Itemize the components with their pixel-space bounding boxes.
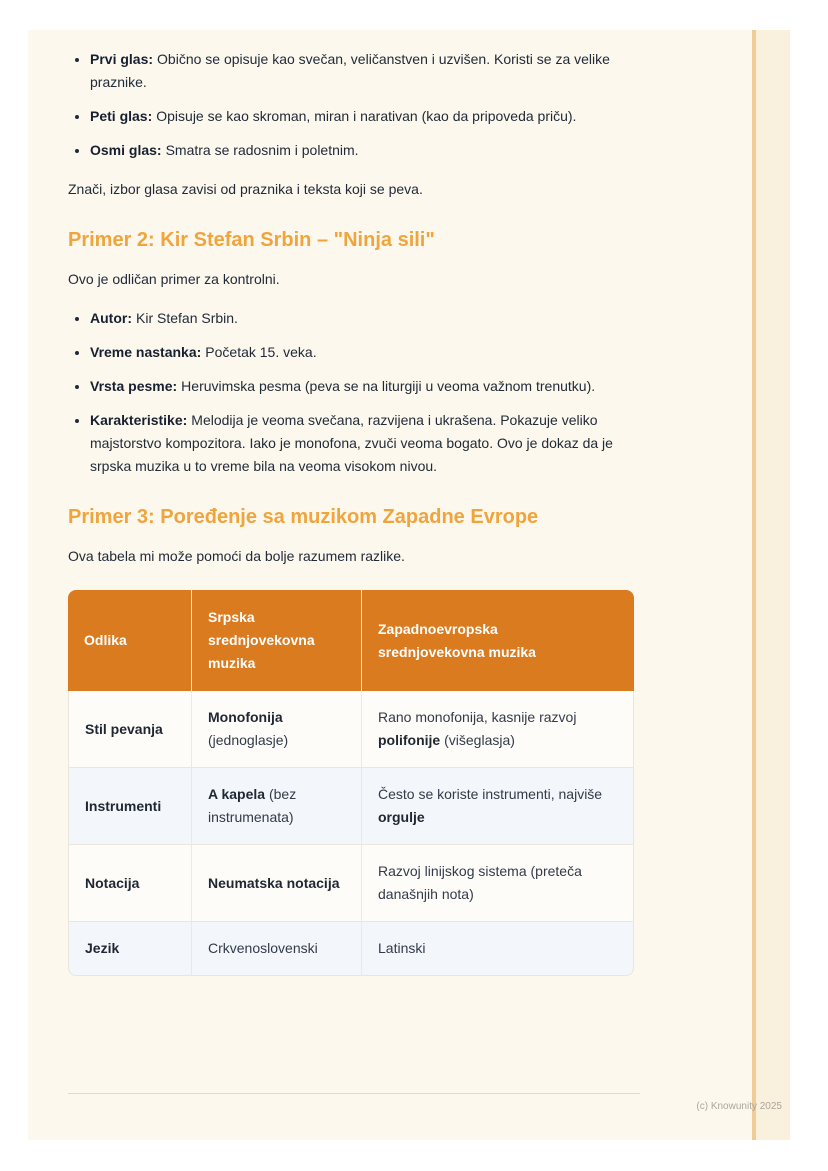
table-row <box>68 845 634 922</box>
cell-text-bold: orgulje <box>378 809 425 825</box>
bullet-label: Prvi glas: <box>90 51 154 67</box>
voice-description-list <box>68 48 628 162</box>
table-row <box>68 691 634 768</box>
comparison-table-body <box>68 691 634 976</box>
bullet-text: Smatra se radosnim i poletnim. <box>165 142 359 158</box>
header-cell-western: Zapadnoevropska srednjovekovna muzika <box>362 590 634 691</box>
bullet-text: Heruvimska pesma (peva se na liturgiji u veoma važnom trenutku). <box>181 378 596 394</box>
bullet-label: Autor: <box>90 310 132 326</box>
bullet-text: Kir Stefan Srbin. <box>136 310 238 326</box>
cell-text-bold: polifonije <box>378 732 441 748</box>
list-item <box>90 375 628 398</box>
western-music-cell <box>362 691 634 768</box>
bullet-label: Osmi glas: <box>90 142 162 158</box>
bullet-label: Peti glas: <box>90 108 153 124</box>
cell-text: (bez instrumenata) <box>208 786 297 825</box>
cell-text: Crkvenoslovenski <box>208 940 318 956</box>
page-edge-accent <box>752 30 790 1140</box>
table-header-row <box>68 590 634 691</box>
section-2-intro: Ovo je odličan primer za kontrolni. <box>68 271 280 287</box>
summary-paragraph: Znači, izbor glasa zavisi od praznika i teksta koji se peva. <box>68 181 423 197</box>
list-item <box>90 139 628 162</box>
list-item <box>90 409 628 478</box>
document-content <box>68 30 628 976</box>
bullet-text: Melodija je veoma svečana, razvijena i ukrašena. Pokazuje veliko majstorstvo kompozitora. Iako je monofona, zvuči veoma bogato. Ovo je dokaz da je srpska muzika u to vreme bila na veoma visokom nivou. <box>90 412 613 474</box>
bullet-text: Obično se opisuje kao svečan, veličanstven i uzvišen. Koristi se za velike praznike. <box>90 51 610 90</box>
cell-text: Razvoj linijskog sistema (preteča današnjih nota) <box>378 863 582 902</box>
section-heading-primer-2: Primer 2: Kir Stefan Srbin – "Ninja sili" <box>68 229 435 251</box>
serbian-music-cell <box>192 768 362 845</box>
cell-text-bold: A kapela <box>208 786 266 802</box>
feature-cell: Instrumenti <box>68 768 192 845</box>
bullet-label: Karakteristike: <box>90 412 188 428</box>
bottom-divider <box>68 1093 640 1094</box>
comparison-table-header <box>68 590 634 691</box>
bullet-label: Vreme nastanka: <box>90 344 202 360</box>
feature-cell: Stil pevanja <box>68 691 192 768</box>
comparison-table <box>68 590 634 976</box>
serbian-music-cell <box>192 691 362 768</box>
feature-cell: Notacija <box>68 845 192 922</box>
section-heading-primer-3: Primer 3: Poređenje sa muzikom Zapadne Evrope <box>68 506 539 528</box>
serbian-music-cell <box>192 922 362 976</box>
cell-text: Često se koriste instrumenti, najviše <box>378 786 603 802</box>
cell-text-bold: Monofonija <box>208 709 283 725</box>
bullet-label: Vrsta pesme: <box>90 378 178 394</box>
table-row <box>68 768 634 845</box>
list-item <box>90 307 628 330</box>
cell-text: (jednoglasje) <box>208 732 289 748</box>
list-item <box>90 48 628 94</box>
western-music-cell <box>362 768 634 845</box>
western-music-cell <box>362 922 634 976</box>
cell-text: (višeglasja) <box>440 732 515 748</box>
copyright-text: (c) Knowunity 2025 <box>696 1101 782 1112</box>
list-item <box>90 105 628 128</box>
header-cell-feature: Odlika <box>68 590 192 691</box>
cell-text: Rano monofonija, kasnije razvoj <box>378 709 577 725</box>
document-page <box>28 30 790 1140</box>
cell-text: Latinski <box>378 940 426 956</box>
feature-cell: Jezik <box>68 922 192 976</box>
serbian-music-cell <box>192 845 362 922</box>
bullet-text: Opisuje se kao skroman, miran i narativan (kao da pripoveda priču). <box>156 108 577 124</box>
list-item <box>90 341 628 364</box>
section-3-intro: Ova tabela mi može pomoći da bolje razumem razlike. <box>68 548 405 564</box>
header-cell-serbian: Srpska srednjovekovna muzika <box>192 590 362 691</box>
cell-text-bold: Neumatska notacija <box>208 874 340 891</box>
song-facts-list <box>68 307 628 478</box>
table-row <box>68 922 634 976</box>
western-music-cell <box>362 845 634 922</box>
bullet-text: Početak 15. veka. <box>205 344 317 360</box>
